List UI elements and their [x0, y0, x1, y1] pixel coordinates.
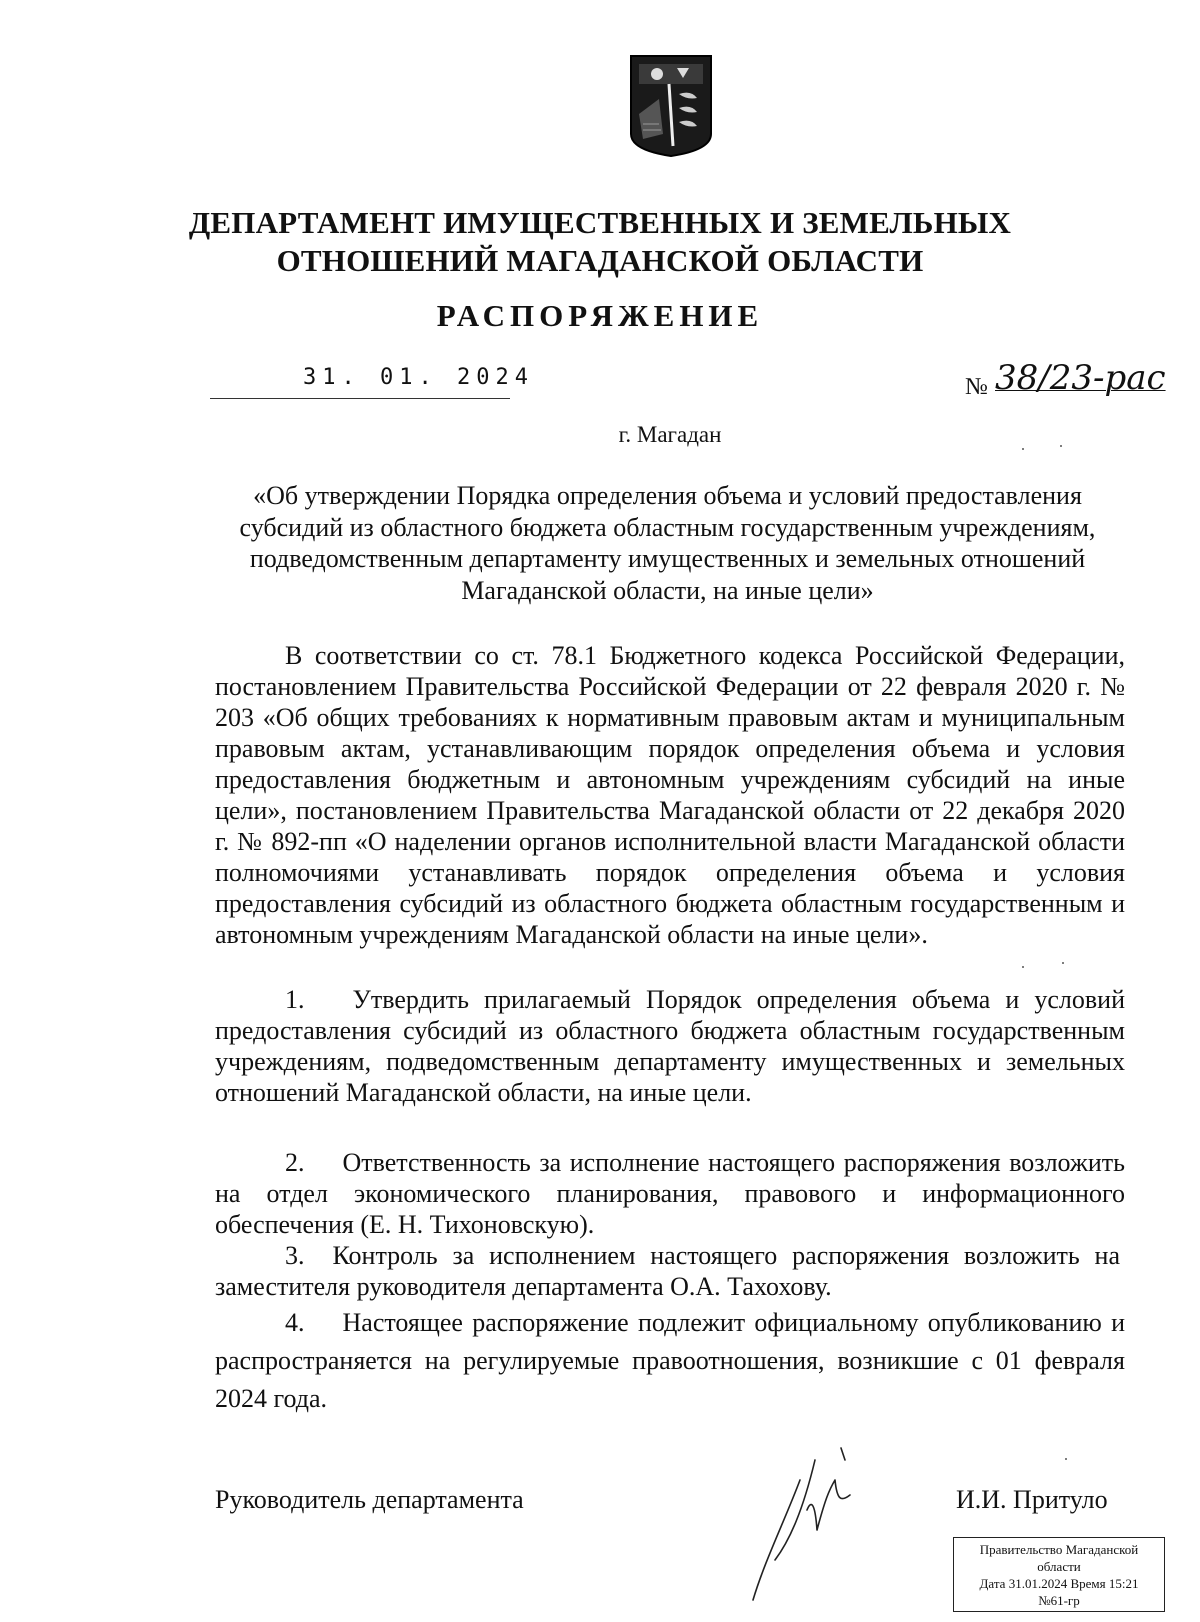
registration-stamp — [953, 1537, 1165, 1612]
coat-of-arms-icon — [629, 54, 713, 158]
document-title — [215, 480, 1120, 606]
scan-speck — [1062, 962, 1064, 964]
item-number: 1. — [285, 985, 305, 1014]
signatory-position: Руководитель департамента — [215, 1485, 524, 1514]
item-text: Настоящее распоряжение подлежит официальному опубликованию и распространяется на регулируемые правоотношения, возникшие с 01 февраля 2024 года. — [215, 1308, 1125, 1413]
item-number: 2. — [285, 1148, 305, 1177]
city: г. Магадан — [618, 422, 722, 447]
scan-speck — [1065, 1458, 1067, 1460]
scan-speck — [1022, 448, 1024, 450]
item-number: 3. — [285, 1241, 305, 1270]
organization-name-line2: ОТНОШЕНИЙ МАГАДАНСКОЙ ОБЛАСТИ — [276, 243, 924, 278]
intro-paragraph: В соответствии со ст. 78.1 Бюджетного кодекса Российской Федерации, постановлением Правительства Российской Федерации от 22 февраля 2020 г. № 203 «Об общих требованиях к нормативным правовым актам и муниципальным правовым актам, устанавливающим порядок определения объема и условия предоставления бюджетным и автономным учреждениям субсидий на иные цели», постановлением Правительства Магаданской области от 22 декабря 2020 г. № 892-пп «О наделении органов исполнительной власти Магаданской области полномочиями устанавливать порядок определения объема и условия предоставления субсидий из областного бюджета областным государственным и автономным учреждениям Магаданской области на иные цели». — [215, 641, 1125, 949]
item-paragraph-2 — [215, 1147, 1125, 1240]
document-number: 38/23-рас — [995, 358, 1166, 398]
stamp-line: Дата 31.01.2024 Время 15:21 — [979, 1576, 1139, 1591]
item-paragraph-1 — [215, 984, 1125, 1108]
signatory-name: И.И. Притуло — [956, 1485, 1108, 1514]
stamp-line: №61-гр — [1038, 1593, 1080, 1608]
item-paragraph-3 — [215, 1240, 1120, 1302]
date-underline — [210, 398, 510, 399]
organization-name — [0, 204, 1200, 280]
organization-name-line1: ДЕПАРТАМЕНТ ИМУЩЕСТВЕННЫХ И ЗЕМЕЛЬНЫХ — [188, 205, 1012, 240]
number-label: № — [965, 374, 988, 400]
stamp-line: области — [1037, 1559, 1081, 1574]
item-text: Контроль за исполнением настоящего распоряжения возложить на заместителя руководителя департамента О.А. Тахохову. — [215, 1241, 1120, 1301]
scan-speck — [1022, 966, 1024, 968]
stamp-line: Правительство Магаданской — [979, 1542, 1139, 1557]
signature-icon — [745, 1440, 875, 1610]
item-text: Ответственность за исполнение настоящего распоряжения возложить на отдел экономического планирования, правового и информационного обеспечения (Е. Н. Тихоновскую). — [215, 1148, 1125, 1239]
handwritten-signature — [745, 1440, 875, 1610]
title-line: «Об утверждении Порядка определения объема и условий предоставления — [253, 481, 1082, 510]
coat-of-arms-emblem — [629, 54, 713, 158]
item-paragraph-4 — [215, 1304, 1125, 1418]
item-number: 4. — [285, 1308, 305, 1337]
title-line: субсидий из областного бюджета областным государственным учреждениям, — [239, 512, 1096, 542]
title-line: Магаданской области, на иные цели» — [461, 575, 874, 605]
item-text: Утвердить прилагаемый Порядок определения объема и условий предоставления субсидий из областного бюджета областным государственным учреждениям, подведомственным департаменту имущественных и земельных отношений Магаданской области, на иные цели. — [215, 985, 1125, 1107]
document-date: 31. 01. 2024 — [303, 365, 534, 390]
title-line: подведомственным департаменту имущественных и земельных отношений — [249, 544, 1086, 573]
scan-speck — [1060, 445, 1062, 447]
document-type: РАСПОРЯЖЕНИЕ — [436, 298, 764, 333]
